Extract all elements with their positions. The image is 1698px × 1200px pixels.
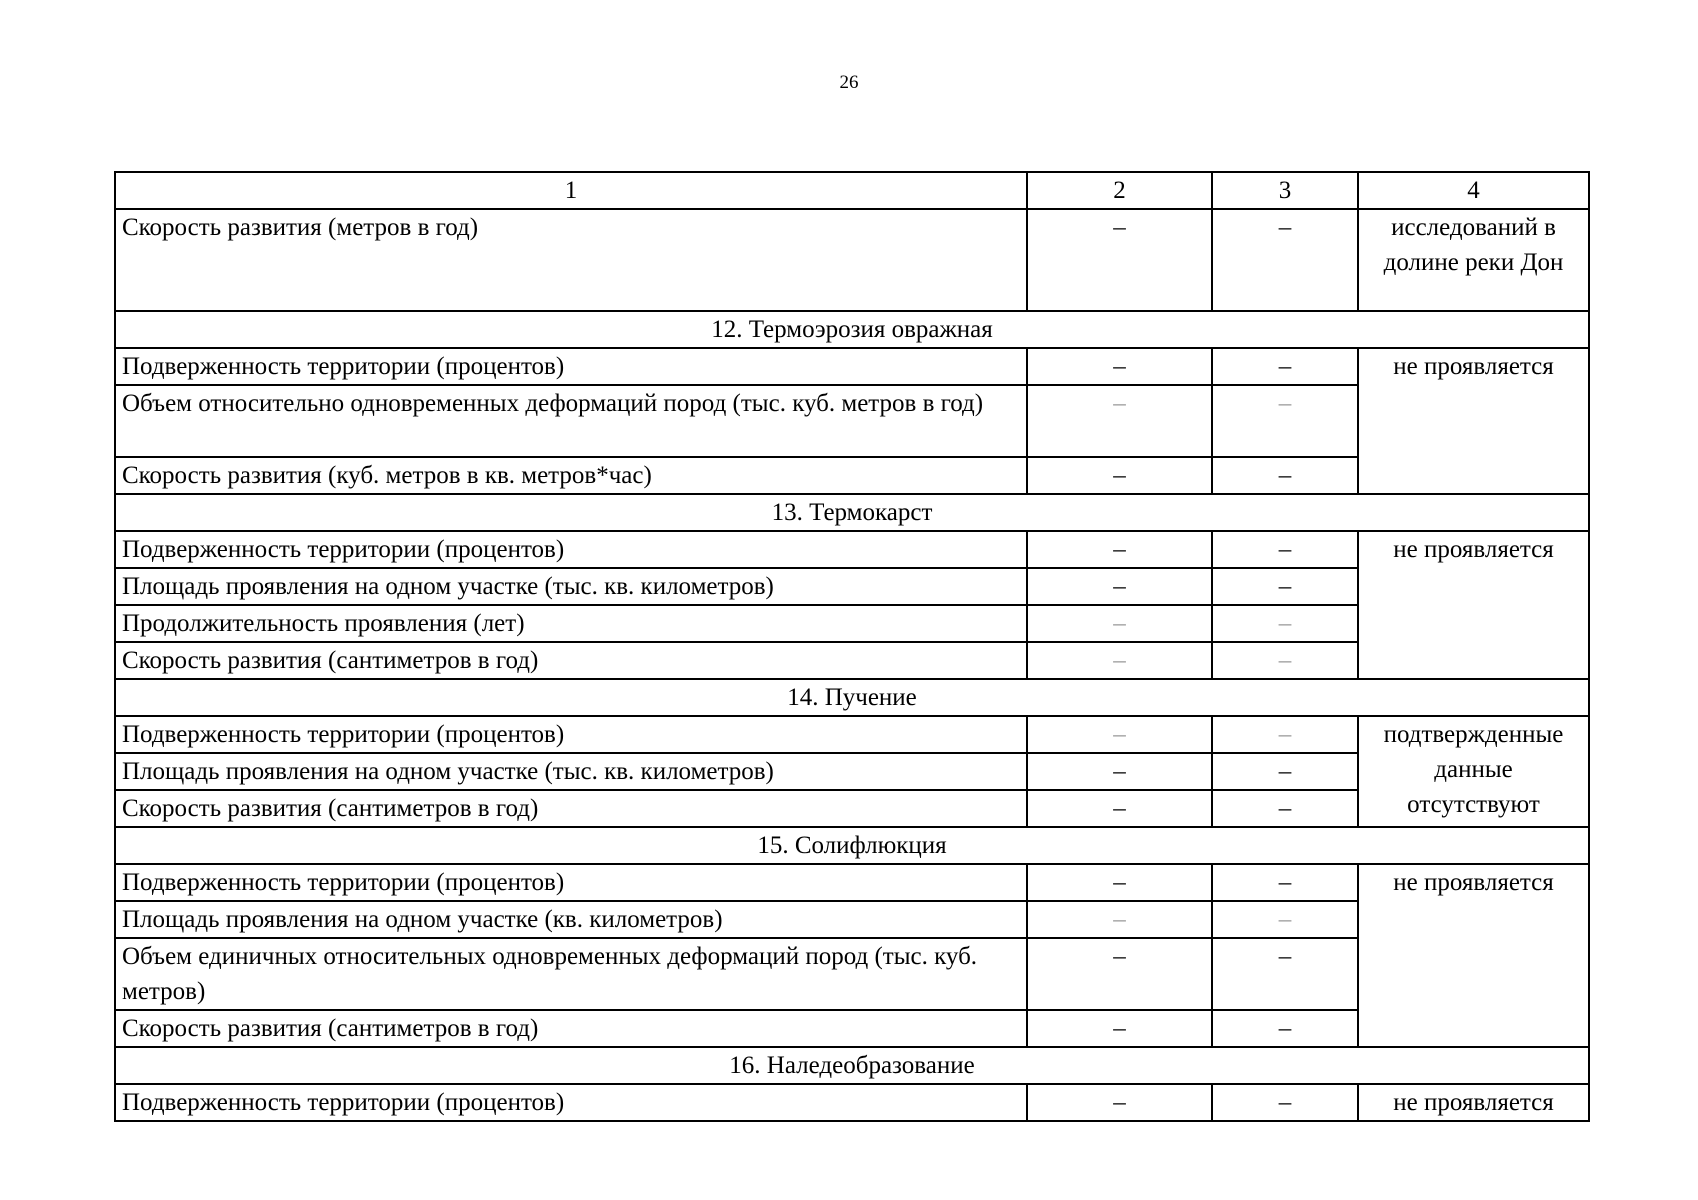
indicator-label: Объем единичных относительных одновременных деформаций пород (тыс. куб. метров) xyxy=(115,938,1027,1010)
section-row xyxy=(115,494,1589,531)
indicator-label: Скорость развития (сантиметров в год) xyxy=(115,642,1027,679)
value-col3: – xyxy=(1212,716,1358,753)
note-cell: подтвержденные данные отсутствуют xyxy=(1358,716,1589,827)
section-title: 15. Солифлюкция xyxy=(115,827,1589,864)
table-row xyxy=(115,209,1589,311)
table-row xyxy=(115,716,1589,753)
indicator-label: Площадь проявления на одном участке (кв. километров) xyxy=(115,901,1027,938)
value-col2: – xyxy=(1027,938,1212,1010)
note-cell: не проявляется xyxy=(1358,348,1589,494)
indicator-label: Продолжительность проявления (лет) xyxy=(115,605,1027,642)
indicator-label: Подверженность территории (процентов) xyxy=(115,348,1027,385)
note-cell: исследований в долине реки Дон xyxy=(1358,209,1589,311)
value-col3: – xyxy=(1212,531,1358,568)
value-col2: – xyxy=(1027,901,1212,938)
column-number-row xyxy=(115,172,1589,209)
value-col2: – xyxy=(1027,753,1212,790)
value-col2: – xyxy=(1027,1084,1212,1121)
column-number: 2 xyxy=(1027,172,1212,209)
value-col2: – xyxy=(1027,790,1212,827)
value-col3: – xyxy=(1212,1010,1358,1047)
value-col3: – xyxy=(1212,753,1358,790)
value-col2: – xyxy=(1027,716,1212,753)
note-cell: не проявляется xyxy=(1358,531,1589,679)
hazard-table xyxy=(114,171,1590,1122)
value-col3: – xyxy=(1212,605,1358,642)
indicator-label: Скорость развития (сантиметров в год) xyxy=(115,790,1027,827)
value-col3: – xyxy=(1212,209,1358,311)
section-title: 13. Термокарст xyxy=(115,494,1589,531)
value-col3: – xyxy=(1212,348,1358,385)
value-col2: – xyxy=(1027,642,1212,679)
indicator-label: Скорость развития (сантиметров в год) xyxy=(115,1010,1027,1047)
value-col2: – xyxy=(1027,568,1212,605)
indicator-label: Площадь проявления на одном участке (тыс. кв. километров) xyxy=(115,753,1027,790)
value-col2: – xyxy=(1027,605,1212,642)
section-row xyxy=(115,1047,1589,1084)
column-number: 4 xyxy=(1358,172,1589,209)
indicator-label: Скорость развития (метров в год) xyxy=(115,209,1027,311)
indicator-label: Подверженность территории (процентов) xyxy=(115,531,1027,568)
value-col3: – xyxy=(1212,642,1358,679)
table-row xyxy=(115,348,1589,385)
value-col2: – xyxy=(1027,1010,1212,1047)
indicator-label: Подверженность территории (процентов) xyxy=(115,864,1027,901)
value-col2: – xyxy=(1027,385,1212,457)
indicator-label: Подверженность территории (процентов) xyxy=(115,1084,1027,1121)
value-col3: – xyxy=(1212,1084,1358,1121)
value-col2: – xyxy=(1027,348,1212,385)
column-number: 1 xyxy=(115,172,1027,209)
table-row xyxy=(115,531,1589,568)
value-col3: – xyxy=(1212,901,1358,938)
note-cell: не проявляется xyxy=(1358,864,1589,1047)
value-col3: – xyxy=(1212,457,1358,494)
section-row xyxy=(115,311,1589,348)
indicator-label: Скорость развития (куб. метров в кв. метров*час) xyxy=(115,457,1027,494)
section-title: 14. Пучение xyxy=(115,679,1589,716)
section-row xyxy=(115,679,1589,716)
value-col2: – xyxy=(1027,531,1212,568)
column-number: 3 xyxy=(1212,172,1358,209)
value-col2: – xyxy=(1027,209,1212,311)
note-cell: не проявляется xyxy=(1358,1084,1589,1121)
section-title: 16. Наледеобразование xyxy=(115,1047,1589,1084)
indicator-label: Подверженность территории (процентов) xyxy=(115,716,1027,753)
value-col3: – xyxy=(1212,864,1358,901)
indicator-label: Площадь проявления на одном участке (тыс. кв. километров) xyxy=(115,568,1027,605)
value-col3: – xyxy=(1212,938,1358,1010)
value-col3: – xyxy=(1212,790,1358,827)
table-row xyxy=(115,864,1589,901)
indicator-label: Объем относительно одновременных деформаций пород (тыс. куб. метров в год) xyxy=(115,385,1027,457)
section-row xyxy=(115,827,1589,864)
table-row xyxy=(115,1084,1589,1121)
page-number: 26 xyxy=(839,72,859,93)
value-col2: – xyxy=(1027,457,1212,494)
section-title: 12. Термоэрозия овражная xyxy=(115,311,1589,348)
value-col3: – xyxy=(1212,568,1358,605)
value-col2: – xyxy=(1027,864,1212,901)
value-col3: – xyxy=(1212,385,1358,457)
